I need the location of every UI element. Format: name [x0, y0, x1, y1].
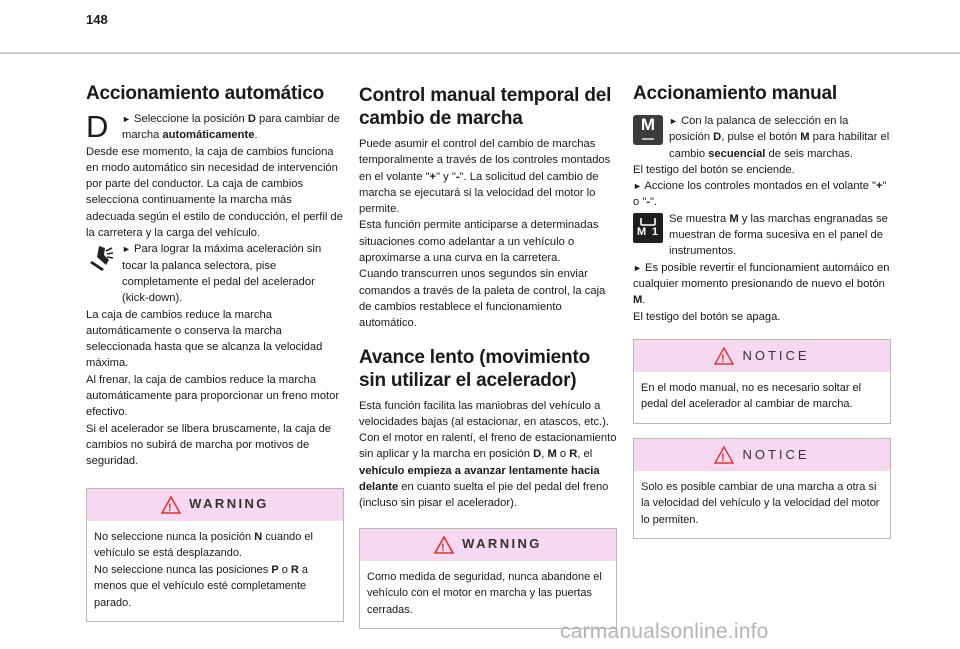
- instruction-press-m: ► Con la palanca de selección en la posición D, pulse el botón M para habilitar el cambio secuencial de seis marchas.: [669, 115, 890, 160]
- gear-d-icon: D: [86, 109, 109, 144]
- paragraph: La caja de cambios reduce la marcha automáticamente o conserva la marcha seleccionada hasta que se alcanza la velocidad máxima.: [86, 308, 323, 370]
- bullet-icon: ►: [633, 262, 642, 273]
- bullet-icon: ►: [122, 114, 131, 124]
- warning-triangle-icon: [161, 496, 181, 514]
- notice-header: ! NOTICE: [634, 340, 890, 372]
- svg-text:!: !: [168, 501, 175, 514]
- notice-box: [633, 339, 891, 424]
- section-title-creep: Avance lento (movimiento sin utilizar el acelerador): [359, 346, 590, 391]
- display-instruction: [633, 211, 891, 260]
- warning-body: [87, 521, 343, 622]
- paragraph: Puede asumir el control del cambio de marchas temporalmente a través de los controles montados en el volante "+" y "-". La solicitud del cambio de marcha se ejecutará si la velocidad del motor lo permite.: [359, 138, 611, 216]
- section-title-automatic: Accionamiento automático: [86, 83, 325, 104]
- warning-box: [86, 488, 344, 623]
- column-manual-temporary: [359, 84, 617, 629]
- section-title-manual: Accionamiento manual: [633, 83, 837, 104]
- column-automatic: [86, 82, 344, 622]
- notice-box: [633, 438, 891, 540]
- warning-body: [360, 561, 616, 629]
- paragraph: El testigo del botón se apaga.: [633, 310, 781, 323]
- instruction-kickdown: ► Para lograr la máxima aceleración sin tocar la palanca selectora, pise completamente el pedal del acelerador (kick-down).: [122, 243, 322, 305]
- notice-header: ! NOTICE: [634, 439, 890, 471]
- bullet-icon: ►: [122, 244, 131, 255]
- kickdown-instruction: [86, 241, 344, 306]
- svg-text:!: !: [721, 451, 728, 464]
- paragraph: Con el motor en ralentí, el freno de estacionamiento sin aplicar y la marcha en posición D, M o R, el vehículo empieza a avanzar lentamente hacia delante en cuanto suelta el pie del pedal del freno (incluso sin pisar el acelerador).: [359, 432, 617, 510]
- notice-triangle-icon: [714, 446, 734, 464]
- notice-text: En el modo manual, no es necesario soltar el pedal del acelerador al cambiar de marcha.: [641, 381, 862, 411]
- paragraph: Cuando transcurren unos segundos sin enviar comandos a través de la paleta de control, la caja de cambios restablece el funcionamiento automático.: [359, 268, 606, 330]
- notice-text: Solo es posible cambiar de una marcha a otra si la velocidad del vehículo y la velocidad del motor lo permiten.: [641, 480, 880, 526]
- paragraph: El testigo del botón se enciende.: [633, 163, 795, 176]
- m-button-icon: M: [633, 115, 663, 145]
- warning-triangle-icon: [434, 536, 454, 554]
- warning-header: ! WARNING: [87, 489, 343, 521]
- page-number: 148: [86, 12, 108, 27]
- warning-text: Como medida de seguridad, nunca abandone el vehículo con el motor en marcha y las puertas cerradas.: [367, 570, 602, 616]
- paragraph: Desde ese momento, la caja de cambios funciona en modo automático sin necesidad de intervención por parte del conductor. La caja de cambios selecciona continuamente la marcha más adecuada según el estilo de conducción, el perfil de la carretera y la carga del vehículo.: [86, 145, 343, 240]
- foot-pedal-icon: [86, 243, 116, 273]
- instruction-select-d: ► Seleccione la posición D para cambiar de marcha automáticamente.: [122, 113, 340, 142]
- paragraph: ► Accione los controles montados en el volante "+" o "-".: [633, 180, 887, 209]
- svg-text:!: !: [721, 352, 728, 365]
- watermark: carmanualsonline.info: [560, 620, 769, 643]
- m-button-instruction: [633, 113, 891, 162]
- bullet-icon: ►: [633, 181, 642, 192]
- paragraph: ► Es posible revertir el funcionamient automáico en cualquier momento presionando de nuevo el botón M.: [633, 261, 890, 307]
- svg-text:!: !: [441, 541, 448, 554]
- paragraph: Se muestra M y las marchas engranadas se muestran de forma sucesiva en el panel de instrumentos.: [669, 212, 888, 258]
- paragraph: Al frenar, la caja de cambios reduce la marcha automáticamente para proporcionar un freno motor efectivo.: [86, 373, 340, 419]
- warning-header: ! WARNING: [360, 529, 616, 561]
- warning-text: No seleccione nunca la posición N cuando el vehículo se está desplazando.: [94, 530, 313, 560]
- warning-text: No seleccione nunca las posiciones P o R a menos que el vehículo esté completamente parado.: [94, 563, 309, 609]
- notice-body: [634, 471, 890, 539]
- gear-d-instruction: [86, 111, 344, 144]
- section-title-temporary: Control manual temporal del cambio de marcha: [359, 85, 612, 129]
- warning-box: [359, 528, 617, 630]
- paragraph: Esta función facilita las maniobras del vehículo a velocidades bajas (al estacionar, en atascos, etc.).: [359, 399, 609, 428]
- paragraph: Esta función permite anticiparse a determinadas situaciones como adelantar a un vehículo o aproximarse a una curva en la carretera.: [359, 219, 599, 265]
- paragraph: Si el acelerador se libera bruscamente, la caja de cambios no subirá de marcha por motivos de seguridad.: [86, 422, 332, 468]
- notice-triangle-icon: [714, 347, 734, 365]
- bullet-icon: ►: [669, 116, 678, 126]
- header-divider: [0, 52, 960, 54]
- notice-body: [634, 372, 890, 423]
- gear-display-icon: M 1: [633, 213, 663, 243]
- column-manual: [633, 82, 891, 539]
